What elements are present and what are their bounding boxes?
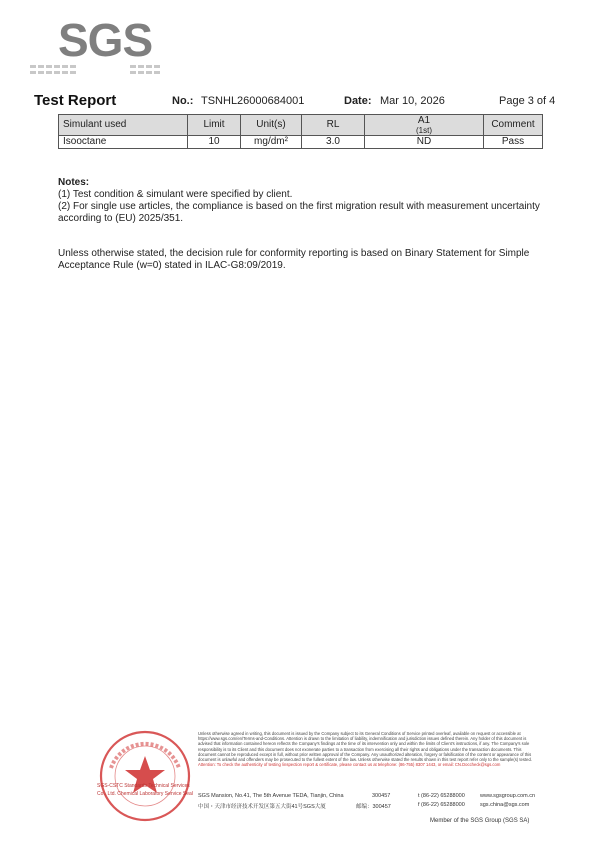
member-of-group: Member of the SGS Group (SGS SA) xyxy=(430,818,530,824)
cell-comment: Pass xyxy=(484,136,543,149)
address-en: SGS Mansion, No.41, The 5th Avenue TEDA, Tianjin, China xyxy=(198,793,344,799)
stamp-caption: SGS-CSTC Standards Technical Services Co., Ltd. Chemical Laboratory Service Seal xyxy=(97,783,193,797)
decision-rule-text: Unless otherwise stated, the decision rule for conformity reporting is based on Binary Statement for Simple Acceptance Rule (w=0) stated in ILAC-G8:09/2019. xyxy=(58,248,530,271)
company-seal-stamp xyxy=(97,728,193,824)
report-title: Test Report xyxy=(34,92,117,109)
cell-simulant: Isooctane xyxy=(59,136,188,149)
website: www.sgsgroup.com.cn xyxy=(480,793,536,799)
cell-rl: 3.0 xyxy=(302,136,365,149)
authenticity-notice: Attention: To check the authenticity of testing /inspection report & certificate, please contact us at telephone: (86-755) 8307 1443, or email: CN.Doccheck@sgs.com xyxy=(198,762,501,768)
disclaimer-text: Unless otherwise agreed in writing, this document is issued by the Company subject to its General Conditions of Service printed overleaf, available on request or accessible at https://www.sgs.com/en/Terms-and-Conditions. Attention is drawn to the limitation of liability, indemnification and jurisdiction issues defined therein. Any holder of this document is advised that information contained hereon reflects the Company's findings at the time of its intervention only and within the limits of Client's instructions, if any. The Company's sole responsibility is to its Client and this document does not exonerate parties to a transaction from exercising all their rights and obligations under the transaction documents. This document cannot be reproduced except in full, without prior written approval of the Company. Any unauthorized alteration, forgery or falsification of the content or appearance of this document is unlawful and offenders may be prosecuted to the fullest extent of the law. Unless otherwise stated the results shown in this test report refer only to the sample(s) tested. xyxy=(198,731,532,763)
col-comment: Comment xyxy=(484,115,543,136)
results-table xyxy=(58,114,543,149)
page-number: Page 3 of 4 xyxy=(499,95,556,107)
report-no-label: No.: xyxy=(172,95,194,107)
col-rl: RL xyxy=(302,115,365,136)
footer-disclaimer xyxy=(198,731,538,767)
postcode-en: 300457 xyxy=(372,793,391,799)
table-row xyxy=(59,136,543,149)
report-no-value: TSNHL26000684001 xyxy=(201,95,305,107)
sgs-logo xyxy=(30,10,170,80)
col-a1-sub: (1st) xyxy=(416,126,432,135)
note-2: (2) For single use articles, the compliance is based on the first migration result with measurement uncertainty according to (EU) 2025/351. xyxy=(58,201,540,224)
postcode-cn: 邮编：300457 xyxy=(356,804,391,810)
fax: f (86-22) 65288000 xyxy=(418,802,465,808)
address-cn: 中国・天津市经济技术开发区第五大街41号SGS大厦 xyxy=(198,804,326,810)
notes-heading: Notes: xyxy=(58,177,90,188)
col-limit: Limit xyxy=(188,115,241,136)
col-a1-label: A1 xyxy=(417,115,431,126)
report-date-value: Mar 10, 2026 xyxy=(380,95,445,107)
sgs-logo-text: SGS xyxy=(58,14,153,66)
col-a1 xyxy=(365,115,484,136)
cell-limit: 10 xyxy=(188,136,241,149)
col-simulant: Simulant used xyxy=(59,115,188,136)
report-date-label: Date: xyxy=(344,95,372,107)
cell-a1: ND xyxy=(365,136,484,149)
cell-unit: mg/dm² xyxy=(241,136,302,149)
email: sgs.china@sgs.com xyxy=(480,802,530,808)
notes-section xyxy=(58,177,548,225)
telephone: t (86-22) 65288000 xyxy=(418,793,465,799)
note-1: (1) Test condition & simulant were specified by client. xyxy=(58,189,293,200)
col-unit: Unit(s) xyxy=(241,115,302,136)
